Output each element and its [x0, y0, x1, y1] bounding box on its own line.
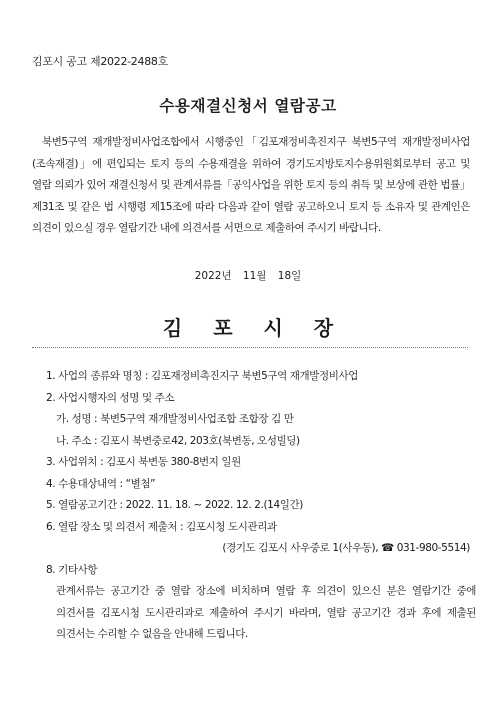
- item-inspection-place: 6. 열람 장소 및 의견서 제출처 : 김포시청 도시관리과: [46, 520, 277, 533]
- item-other-matters: 8. 기타사항: [46, 563, 98, 576]
- notice-date: 2022년 11월 18일: [194, 270, 302, 282]
- notice-number: 김포시 공고 제2022-2488호: [32, 55, 168, 68]
- item-inspection-contact: (경기도 김포시 사우중로 1(사우동), ☎ 031-980-5514): [222, 542, 470, 554]
- notice-title: 수용재결신청서 열람공고: [159, 96, 337, 115]
- item-location: 3. 사업위치 : 김포시 북변동 380-8번지 일원: [46, 456, 241, 468]
- item-operator-address: 나. 주소 : 김포시 북변중로42, 203호(북변동, 오성빌딩): [56, 434, 300, 447]
- item-project-name: 1. 사업의 종류와 명칭 : 김포재정비촉진지구 북변5구역 재개발정비사업: [46, 370, 359, 382]
- notice-body: 북변5구역 재개발정비사업조합에서 시행중인「김포재정비촉진지구 북변5구역 재개발정비사업(조속재결)」에 편입되는 토지 등의 수용재결을 위하여 경기도지방토지수용위원회로부터 공고 및 열람 의뢰가 있어 재결신청서 및 관계서류를「공익사업을 위한 토지 등의 취득 및 보상에 관한 법률」제31조 및 같은 법 시행령 제15조에 따라 다음과 같이 열람 공고하오니 토지 등 소유자 및 관계인은 의견이 있으실 경우 열람기간 내에 의견서를 서면으로 제출하여 주시기 바랍니다.: [32, 136, 470, 234]
- item-other-matters-text: 관계서류는 공고기간 중 열람 장소에 비치하며 열람 후 의견이 있으신 분은 열람기간 중에 의견서를 김포시청 도시관리과로 제출하여 주시기 바라며, 열람 공고기간 경과 후에 제출된 의견서는 수리할 수 없음을 안내해 드립니다.: [56, 585, 476, 640]
- issuer-signature: 김 포 시 장: [162, 316, 346, 340]
- item-inspection-period: 5. 열람공고기간 : 2022. 11. 18. ~ 2022. 12. 2.(14일간): [46, 499, 303, 511]
- item-operator-name: 가. 성명 : 북변5구역 재개발정비사업조합 조합장 김 만: [56, 413, 294, 425]
- item-expropriation-details: 4. 수용대상내역 : “별첨”: [46, 477, 156, 490]
- notice-items: [46, 366, 476, 646]
- item-operator: 2. 사업시행자의 성명 및 주소: [46, 391, 175, 404]
- divider: [32, 347, 468, 348]
